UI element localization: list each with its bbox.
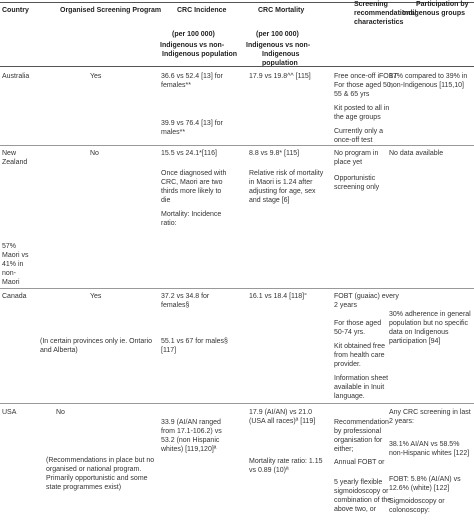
row-nz-mortality-1: 8.8 vs 9.8* [115] xyxy=(249,150,300,157)
row-nz-rule xyxy=(0,288,474,289)
row-usa-participation-3b: 12.6% (white) [122] xyxy=(389,485,450,492)
row-australia-rule xyxy=(0,145,474,146)
row-canada-screening-4a: Information sheet xyxy=(334,375,389,382)
row-canada-incidence-2a: 55.1 vs 67 for males§ xyxy=(161,338,228,345)
mortality-unit: (per 100 000) xyxy=(256,31,299,38)
row-canada-screening-2a: For those aged xyxy=(334,320,382,327)
row-usa-participation-2b: non-Hispanic whites [122] xyxy=(389,450,470,457)
row-usa-mortality-1b: (USA all races)ª [119] xyxy=(249,418,316,425)
row-canada-incidence-1b: females§ xyxy=(161,302,190,309)
row-canada-screening-1a: FOBT (guaiac) every xyxy=(334,293,399,300)
row-usa-organised-note-1: (Recommendations in place but no xyxy=(46,457,155,464)
row-usa-incidence-1: 33.9 (AI/AN ranged xyxy=(161,419,221,426)
col-header-participation-2: Indigenous groups xyxy=(402,10,465,17)
row-australia-screening-3a: Currently only a xyxy=(334,128,384,135)
row-australia-screening-1b: For those aged 50, xyxy=(334,82,393,89)
mortality-sub-2: Indigenous xyxy=(262,51,300,58)
row-usa-screening-3a: 5 yearly flexible xyxy=(334,479,383,486)
row-australia-screening-2a: Kit posted to all in xyxy=(334,105,390,112)
row-usa-organised: No xyxy=(56,409,65,416)
row-australia-organised: Yes xyxy=(90,73,102,80)
row-australia-participation-2: non-Indigenous [115,10] xyxy=(389,82,464,89)
row-canada-screening-3b: from health care xyxy=(334,352,385,359)
row-canada-rule xyxy=(0,403,474,404)
col-header-mortality: CRC Mortality xyxy=(258,7,305,14)
row-usa-organised-note-3: Primarily opportunistic and some xyxy=(46,475,148,482)
row-australia-incidence-m2: males** xyxy=(161,129,186,136)
row-canada-organised-note-2: and Alberta) xyxy=(40,347,78,354)
row-canada-screening-1b: 2 years xyxy=(334,302,357,309)
row-canada-participation-3: data on Indigenous xyxy=(389,329,449,336)
row-usa-mortality-1a: 17.9 (AI/AN) vs 21.0 xyxy=(249,409,313,416)
row-nz-incidence-2d: die xyxy=(161,197,171,204)
row-canada-screening-2b: 50-74 yrs. xyxy=(334,329,366,336)
row-canada-participation-2: population but no specific xyxy=(389,320,468,327)
row-canada-screening-4b: available in Inuit xyxy=(334,384,385,391)
row-usa-mortality-2a: Mortality rate ratio: 1.15 xyxy=(249,458,323,465)
row-canada-incidence-1a: 37.2 vs 34.8 for xyxy=(161,293,210,300)
col-header-screening-1: Screening xyxy=(354,1,388,8)
row-nz-incidence-2c: thirds more likely to xyxy=(161,188,222,195)
row-australia-incidence-f1: 36.6 vs 52.4 [13] for xyxy=(161,73,223,80)
incidence-sub-2: Indigenous population xyxy=(162,51,238,58)
incidence-sub-1: Indigenous vs non- xyxy=(160,42,225,49)
col-header-screening-3: characteristics xyxy=(354,19,404,26)
row-nz-screening-1a: No program in xyxy=(334,150,379,157)
header-top-rule xyxy=(0,2,474,3)
row-nz-mortality-2d: and stage [6] xyxy=(249,197,290,204)
row-usa-organised-note-2: organised or national program. xyxy=(46,466,142,473)
row-canada-mortality: 16.1 vs 18.4 [118]° xyxy=(249,293,307,300)
row-nz-incidence-2b: CRC, Maori are two xyxy=(161,179,223,186)
row-canada-screening-4c: language. xyxy=(334,393,365,400)
row-usa-screening-3b: sigmoidoscopy or xyxy=(334,488,389,495)
row-australia-screening-2b: the age groups xyxy=(334,114,381,121)
row-usa-participation-4b: colonoscopy: xyxy=(389,507,430,514)
mortality-sub-1: Indigenous vs non- xyxy=(246,42,311,49)
row-nz-mortality-2a: Relative risk of mortality xyxy=(249,170,324,177)
row-usa-participation-1b: 2 years: xyxy=(389,418,414,425)
row-canada-incidence-2b: [117] xyxy=(161,347,177,354)
col-header-incidence: CRC Incidence xyxy=(177,7,227,14)
row-australia-mortality: 17.9 vs 19.8^^ [115] xyxy=(249,73,311,80)
row-nz-ratio-2: Maori vs xyxy=(2,252,29,259)
row-usa-screening-3d: above two, or xyxy=(334,506,377,513)
row-canada-screening-3c: provider. xyxy=(334,361,361,368)
row-usa-mortality-2b: vs 0.89 (10)ª xyxy=(249,467,289,474)
row-nz-country-1: New xyxy=(2,150,17,157)
col-header-participation-1: Participation by xyxy=(416,1,469,8)
row-usa-screening-1a: Recommendation xyxy=(334,419,389,426)
row-australia-incidence-f2: females** xyxy=(161,82,191,89)
header-bottom-rule xyxy=(0,66,474,67)
row-canada-screening-3a: Kit obtained free xyxy=(334,343,385,350)
row-nz-country-2: Zealand xyxy=(2,159,28,166)
row-canada-organised: Yes xyxy=(90,293,102,300)
row-usa-incidence-4: whites) [119,120]ª xyxy=(161,446,217,453)
row-nz-ratio-3: 41% in xyxy=(2,261,24,268)
col-header-country: Country xyxy=(2,7,29,14)
row-usa-screening-1b: by professional xyxy=(334,428,382,435)
row-nz-ratio-1: 57% xyxy=(2,243,17,250)
row-nz-screening-2a: Opportunistic xyxy=(334,175,376,182)
row-nz-incidence-1: 15.5 vs 24.1*[116] xyxy=(161,150,217,157)
row-usa-incidence-3: 53.2 (non Hispanic xyxy=(161,437,220,444)
row-canada-participation-4: participation [94] xyxy=(389,338,441,345)
row-usa-participation-3a: FOBT: 5.8% (AI/AN) vs xyxy=(389,476,461,483)
row-nz-mortality-2c: adjusting for age, sex xyxy=(249,188,316,195)
row-australia-screening-3b: once-off test xyxy=(334,137,373,144)
row-nz-incidence-3a: Mortality: Incidence xyxy=(161,211,222,218)
row-canada-organised-note-1: (In certain provinces only ie. Ontario xyxy=(40,338,153,345)
row-usa-participation-2a: 38.1% AI/AN vs 58.5% xyxy=(389,441,460,448)
row-usa-screening-1d: either; xyxy=(334,446,354,453)
row-australia-screening-1a: Free once-off iFOBT xyxy=(334,73,398,80)
row-canada-participation-1: 30% adherence in general xyxy=(389,311,471,318)
row-usa-country: USA xyxy=(2,409,17,416)
row-nz-incidence-2a: Once diagnosed with xyxy=(161,170,227,177)
col-header-screening-2: recommendations/ xyxy=(354,10,417,17)
row-usa-screening-1c: organisation for xyxy=(334,437,383,444)
mortality-sub-3: population xyxy=(262,60,298,67)
incidence-unit: (per 100 000) xyxy=(172,31,215,38)
row-nz-organised: No xyxy=(90,150,99,157)
row-nz-screening-1b: place yet xyxy=(334,159,363,166)
row-nz-ratio-5: Maori xyxy=(2,279,20,286)
row-australia-country: Australia xyxy=(2,73,30,80)
row-nz-ratio-4: non- xyxy=(2,270,17,277)
row-usa-screening-2: Annual FOBT or xyxy=(334,459,385,466)
row-canada-country: Canada xyxy=(2,293,27,300)
row-nz-participation: No data available xyxy=(389,150,444,157)
row-australia-screening-1c: 55 & 65 yrs xyxy=(334,91,370,98)
row-nz-mortality-2b: in Maori is 1.24 after xyxy=(249,179,313,186)
row-nz-screening-2b: screening only xyxy=(334,184,380,191)
row-usa-organised-note-4: state programmes exist) xyxy=(46,484,122,491)
row-usa-participation-1a: Any CRC screening in last xyxy=(389,409,471,416)
row-nz-incidence-3b: ratio: xyxy=(161,220,177,227)
row-usa-screening-3c: combination of the xyxy=(334,497,392,504)
row-usa-participation-4a: Sigmoidoscopy or xyxy=(389,498,445,505)
col-header-organised: Organised Screening Program xyxy=(60,7,162,14)
row-usa-incidence-2: from 17.1-106.2) vs xyxy=(161,428,222,435)
row-australia-incidence-m1: 39.9 vs 76.4 [13] for xyxy=(161,120,223,127)
row-australia-participation-1: 17% compared to 39% in xyxy=(389,73,468,80)
